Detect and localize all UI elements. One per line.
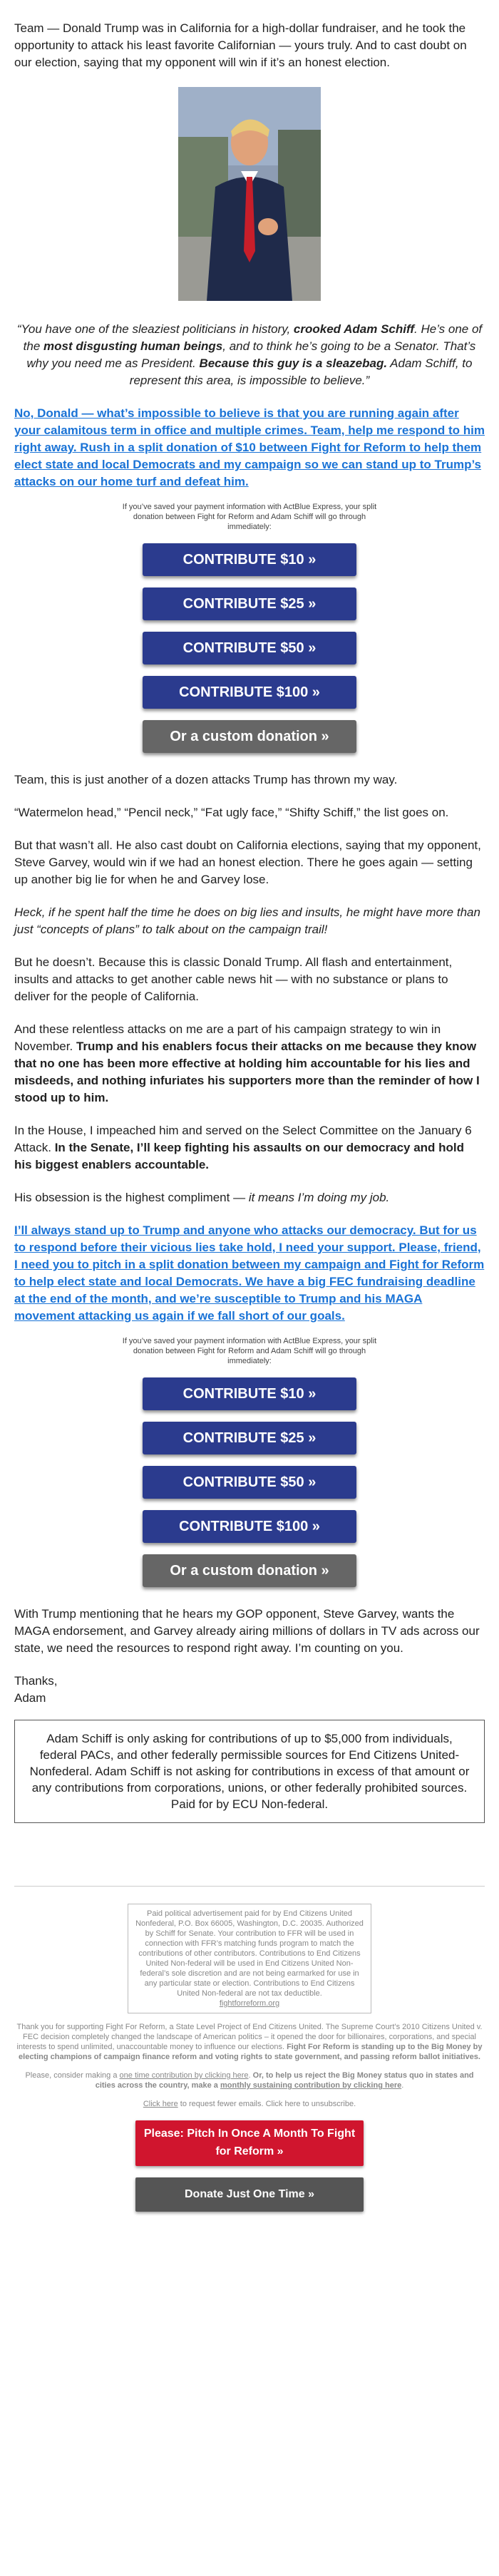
trump-quote — [14, 321, 485, 389]
quote-text-1: “You have one of the sleaziest politicians in history, — [16, 322, 294, 336]
obsession-italic: it means I’m doing my job. — [248, 1191, 390, 1204]
paragraph-house-senate — [14, 1122, 485, 1174]
actblue-express-note-1: If you’ve saved your payment information with ActBlue Express, your split donation between Fight for Reform and Adam Schiff will go through immediately: — [122, 503, 377, 531]
quote-bold-2: most disgusting human beings — [43, 339, 223, 353]
about-fight-for-reform — [14, 2022, 485, 2062]
donate-end-text: . — [401, 2081, 404, 2090]
big-money-text: Or, to help us reject the Big Money status quo in states and cities across the country, make a — [95, 2071, 474, 2090]
disclaimer-text: Adam Schiff is only asking for contributions of up to $5,000 from individuals, federal PACs, and other federally permissible sources for End Citizens United-Nonfederal. Adam Schiff is not asking for contributions in excess of that amount or any contributions from corporations, unions, or other federally prohibited sources. Paid for by ECU Non-federal. — [29, 1732, 470, 1811]
contribute-25-button-2[interactable]: CONTRIBUTE $25 » — [143, 1422, 356, 1454]
contribute-100-button-2[interactable]: CONTRIBUTE $100 » — [143, 1510, 356, 1543]
contribute-25-button[interactable]: CONTRIBUTE $25 » — [143, 587, 356, 620]
quote-text-4: Adam Schiff, to represent this area, is impossible to believe.” — [129, 356, 473, 387]
contribute-10-button-2[interactable]: CONTRIBUTE $10 » — [143, 1377, 356, 1410]
donate-pre-text: Please, consider making a — [25, 2071, 120, 2080]
donate-link-1[interactable]: No, Donald — what’s impossible to believe is that you are running again after your calamitous term in office and multiple crimes. Team, help me respond to him right away. Rush in a split donation of $10 between Fight for Reform to help them elect state and local Democrats and my campaign so we can stand up to Trump’s attacks on our home turf and defeat him. — [14, 406, 485, 488]
obsession-text: His obsession is the highest compliment — — [14, 1191, 249, 1204]
fightforreform-link[interactable]: fightforreform.org — [219, 1999, 280, 2008]
about-text: Thank you for supporting Fight For Reform, a State Level Project of End Citizens United. The Supreme Court’s 2010 Citizens United v. FEC decision completely changed the landscape of American politics – it opened the door for billionaires, corporations, and special interests to spend unlimited, unaccountable money to influence our elections. — [16, 2023, 483, 2051]
fewer-emails-text: to request fewer emails. Click here to unsubscribe. — [178, 2100, 356, 2108]
custom-donation-button[interactable]: Or a custom donation » — [143, 720, 356, 753]
monthly-contribution-link[interactable]: monthly sustaining contribution by clicking here — [220, 2081, 402, 2090]
contribute-10-button[interactable]: CONTRIBUTE $10 » — [143, 543, 356, 576]
paragraph-cast-doubt: But that wasn’t all. He also cast doubt on California elections, saying that my opponent, Steve Garvey, would win if we had an honest election. There he goes again — setting up another big lie for when he and Garvey lose. — [14, 838, 481, 886]
paragraph-concepts-of-plans: Heck, if he spent half the time he does on big lies and insults, he might have more than just “concepts of plans” to talk about on the campaign trail! — [14, 905, 480, 936]
trump-photo-illustration — [178, 87, 321, 301]
contribute-50-button[interactable]: CONTRIBUTE $50 » — [143, 632, 356, 664]
legal-disclaimer — [14, 1720, 485, 1823]
paid-for-text: Paid political advertisement paid for by End Citizens United Nonfederal, P.O. Box 66005, Washington, D.C. 20035. Authorized by Schiff for Senate. Your contribution to FFR will be used in connection with FFR’s matching funds program to match the contributions of other contributors. Contributions to End Citizens United Non-federal will be used in End Citizens United Non-federal’s sole discretion and are not being earmarked for use in any particular state or election. Contributions to End Citizens United Non-federal are not tax deductible. — [135, 1909, 364, 1998]
one-time-contribution-link[interactable]: one time contribution by clicking here — [119, 2071, 249, 2080]
signoff-name: Adam — [14, 1691, 46, 1705]
strategy-text: And these relentless attacks on me are a part of his campaign strategy to win in November. — [14, 1022, 441, 1053]
donate-mid-text: . — [248, 2071, 253, 2080]
house-text: In the House, I impeached him and served on the Select Committee on the January 6 Attack. — [14, 1124, 472, 1154]
quote-bold-1: crooked Adam Schiff — [293, 322, 415, 336]
trump-photo — [178, 87, 321, 301]
strategy-bold: Trump and his enablers focus their attacks on me because they know that no one has been more effective at holding him accountable for his lies and misdeeds, and nothing infuriates his supporters more than the reminder of how I stood up to him. — [14, 1040, 480, 1104]
custom-donation-button-2[interactable]: Or a custom donation » — [143, 1554, 356, 1587]
about-bold: Fight For Reform is standing up to the Big Money by electing champions of campaign finance reform and voting rights to state government, and passing reform ballot initiatives. — [19, 2043, 483, 2061]
donate-link-2[interactable]: I’ll always stand up to Trump and anyone who attacks our democracy. But for us to respond before their vicious lies take hold, I need your support. Please, friend, I need you to pitch in a split donation between my campaign and Fight for Reform to help elect state and local Democrats. We have a big FEC fundraising deadline at the end of the month, and we’re susceptible to Trump and his MAGA movement attacking us again if we fall short of our goals. — [14, 1223, 485, 1323]
contribution-options — [14, 2070, 485, 2090]
paragraph-dozen-attacks: Team, this is just another of a dozen attacks Trump has thrown my way. — [14, 773, 398, 786]
contribute-50-button-2[interactable]: CONTRIBUTE $50 » — [143, 1466, 356, 1499]
signoff-thanks: Thanks, — [14, 1674, 58, 1688]
paid-for-box — [128, 1904, 371, 2013]
quote-text-3: , and to think he’s going to be a Senator. That’s why you need me as President. — [26, 339, 476, 370]
intro-paragraph: Team — Donald Trump was in California for a high-dollar fundraiser, and he took the opportunity to attack his least favorite Californian — yours truly. And to cast doubt on our election, saying that my opponent will win if it’s an honest election. — [14, 21, 467, 69]
footer-divider — [14, 1886, 485, 1887]
paragraph-classic-trump: But he doesn’t. Because this is classic Donald Trump. All flash and entertainment, insults and attacks to get another cable news hit — with no substance or plans to deliver for the people of California. — [14, 955, 453, 1003]
email-preferences — [14, 2099, 485, 2109]
quote-bold-3: Because this guy is a sleazebag. — [199, 356, 388, 370]
monthly-donation-button[interactable]: Please: Pitch In Once A Month To Fight for Reform » — [135, 2120, 364, 2166]
paragraph-campaign-strategy — [14, 1021, 485, 1107]
fewer-emails-link[interactable]: Click here — [143, 2100, 178, 2108]
closing-paragraph: With Trump mentioning that he hears my GOP opponent, Steve Garvey, wants the MAGA endorsement, and Garvey already airing millions of dollars in TV ads across our state, we need the resources to respond right away. I’m counting on you. — [14, 1607, 480, 1655]
one-time-donation-button[interactable]: Donate Just One Time » — [135, 2177, 364, 2212]
quote-text-2: . He’s one of the — [23, 322, 483, 353]
donation-buttons-1 — [14, 543, 485, 753]
donation-buttons-2 — [14, 1377, 485, 1587]
paragraph-insults-list: “Watermelon head,” “Pencil neck,” “Fat ugly face,” “Shifty Schiff,” the list goes on. — [14, 806, 449, 819]
senate-bold: In the Senate, I’ll keep fighting his assaults on our democracy and hold his biggest enablers accountable. — [14, 1141, 465, 1171]
paragraph-obsession — [14, 1189, 485, 1206]
contribute-100-button[interactable]: CONTRIBUTE $100 » — [143, 676, 356, 709]
actblue-express-note-2: If you’ve saved your payment information with ActBlue Express, your split donation between Fight for Reform and Adam Schiff will go through immediately: — [122, 1337, 377, 1365]
email-body — [14, 20, 485, 2212]
